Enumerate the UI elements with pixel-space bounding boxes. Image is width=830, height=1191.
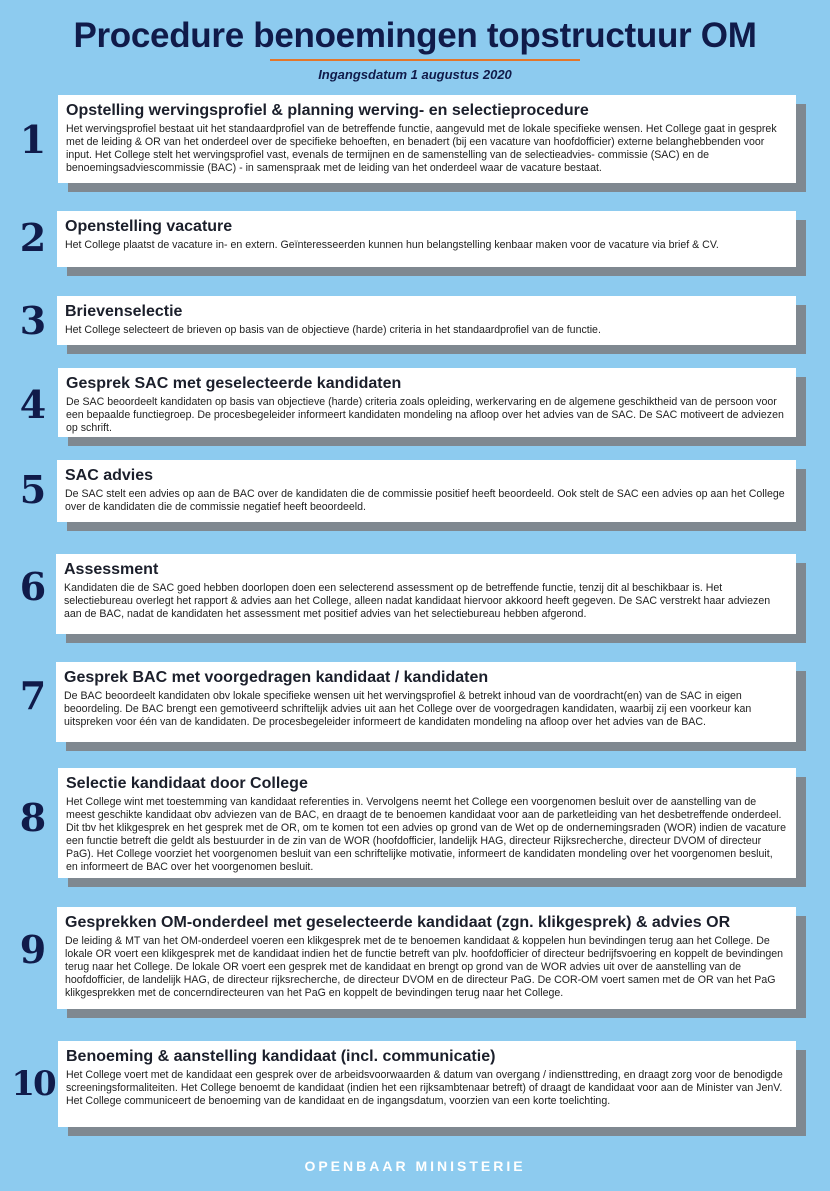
step-card-6 bbox=[56, 554, 796, 634]
step-body-4: De SAC beoordeelt kandidaten op basis van objectieve (harde) criteria zoals opleiding, werkervaring en de algemene geschiktheid van de persoon voor een bepaalde functiegroep. De procesbegeleider informeert kandidaten mondeling na afloop over het advies van de SAC. De SAC motiveert de adviezen op schrift. bbox=[66, 396, 784, 434]
step-number-7: 7 bbox=[19, 673, 47, 718]
step-body-9: De leiding & MT van het OM-onderdeel voeren een klikgesprek met de te benoemen kandidaat & koppelen hun bevindingen terug aan het College. De lokale OR voert een klikgesprek met de kandidaat indien het de functie betreft van plv. hoofdofficier of directeur bedrijfsvoering en koppelt de bevindingen terug naar het College. De lokale OR voert een gesprek met de kandidaat en brengt op grond van de WOR advies uit over de aanstelling van de hoofdofficier, de landelijk HAG, de directeur rijksrecherche, de directeur DVOM en de directeur PaG. De COR-OM voert samen met de OR van het PaG klikgesprekken met de concerndirecteuren van het PaG en koppelt de bevindingen terug naar het College. bbox=[65, 935, 784, 999]
step-body-8: Het College wint met toestemming van kandidaat referenties in. Vervolgens neemt het College een voorgenomen besluit over de aanstelling van de meest geschikte kandidaat obv adviezen van de BAC, en draagt de te benoemen kandidaat voor aan de parketleiding van het desbetreffende onderdeel. Dit tbv het klikgesprek en het gesprek met de OR, om te komen tot een advies op grond van de Wet op de ondernemingsraden (WOR) indien de vacature een functie betreft die geldt als bestuurder in de zin van de WOR (hoofdofficier, landelijk HAG, directeur Rijksrecherche, directeur DVOM of directeur PaG). Het College voorziet het voorgenomen besluit van een schriftelijke motivatie, informeert de kandidaten mondeling over het voorgenomen besluit, en informeert de BAC over het voorgenomen besluit. bbox=[66, 796, 786, 873]
step-body-7: De BAC beoordeelt kandidaten obv lokale specifieke wensen uit het wervingsprofiel & betrekt inhoud van de voordracht(en) van de SAC in eigen beoordeling. De BAC brengt een gemotiveerd schriftelijk advies uit aan het College over de voorgedragen kandidaten, waarbij zij een voorkeur kan uitspreken voor één van de kandidaten. De procesbegeleider informeert de kandidaten mondeling na afloop over het advies van de BAC. bbox=[64, 690, 752, 728]
step-title-10: Benoeming & aanstelling kandidaat (incl. communicatie) bbox=[66, 1048, 496, 1065]
step-title-8: Selectie kandidaat door College bbox=[66, 775, 308, 792]
title-divider bbox=[270, 59, 580, 61]
step-body-10: Het College voert met de kandidaat een gesprek over de arbeidsvoorwaarden & datum van overgang / indiensttreding, en draagt zorg voor de benodigde screeningsformaliteiten. Het College benoemt de kandidaat (indien het een rijksambtenaar betreft) of draagt de kandidaat voor aan de Minister van JenV. Het College communiceert de benoeming van de kandidaat en de ingangsdatum, voorzien van een korte toelichting. bbox=[66, 1069, 783, 1107]
step-card-3 bbox=[57, 296, 796, 345]
step-body-3: Het College selecteert de brieven op basis van de objectieve (harde) criteria in het standaardprofiel van de functie. bbox=[65, 324, 601, 336]
step-number-6: 6 bbox=[19, 564, 47, 609]
step-title-6: Assessment bbox=[64, 561, 159, 578]
step-title-1: Opstelling wervingsprofiel & planning werving- en selectieprocedure bbox=[66, 102, 589, 119]
step-number-3: 3 bbox=[19, 298, 47, 343]
step-body-1: Het wervingsprofiel bestaat uit het standaardprofiel van de betreffende functie, aangevuld met de lokale specifieke wensen. Het College gaat in gesprek met de leiding & OR van het onderdeel over de specifieke behoeften, en benadert (bij een vacature van hoofdofficier) externe belanghebbenden voor input. Het College stelt het wervingsprofiel vast, evenals de termijnen en de samenstelling van de selectieadvies- commissie (SAC) en de benoemingsadviescommissie (BAC) - in samenspraak met de leiding van het onderdeel waar de vacature bestaat. bbox=[66, 123, 777, 174]
step-card-1 bbox=[58, 95, 796, 183]
step-title-7: Gesprek BAC met voorgedragen kandidaat / kandidaten bbox=[64, 669, 489, 686]
page-title: Procedure benoemingen topstructuur OM bbox=[73, 16, 757, 55]
step-number-4: 4 bbox=[19, 382, 47, 427]
step-number-8: 8 bbox=[19, 795, 47, 840]
step-card-5 bbox=[57, 460, 796, 522]
step-title-4: Gesprek SAC met geselecteerde kandidaten bbox=[66, 375, 402, 392]
step-number-9: 9 bbox=[19, 927, 47, 972]
step-card-8 bbox=[58, 768, 796, 878]
step-body-2: Het College plaatst de vacature in- en extern. Geïnteresseerden kunnen hun belangstelling kenbaar maken voor de vacature via brief & CV. bbox=[65, 239, 719, 251]
step-card-4 bbox=[58, 368, 796, 437]
effective-date: Ingangsdatum 1 augustus 2020 bbox=[318, 67, 512, 82]
footer-brand: OPENBAAR MINISTERIE bbox=[304, 1158, 526, 1174]
step-card-9 bbox=[57, 907, 796, 1009]
step-card-2 bbox=[57, 211, 796, 267]
step-number-2: 2 bbox=[19, 215, 47, 260]
step-number-5: 5 bbox=[19, 467, 47, 512]
step-card-10 bbox=[58, 1041, 796, 1127]
step-title-2: Openstelling vacature bbox=[65, 218, 233, 235]
step-card-7 bbox=[56, 662, 796, 742]
step-title-3: Brievenselectie bbox=[65, 303, 183, 320]
step-number-10: 10 bbox=[11, 1064, 55, 1104]
step-title-9: Gesprekken OM-onderdeel met geselecteerde kandidaat (zgn. klikgesprek) & advies OR bbox=[65, 914, 731, 931]
step-number-1: 1 bbox=[19, 117, 47, 162]
step-body-6: Kandidaten die de SAC goed hebben doorlopen doen een selecterend assessment op de betreffende functie, tenzij dit al beschikbaar is. Het selectiebureau overlegt het rapport & advies aan het College, alleen nadat kandidaat hiervoor akkoord heeft gegeven. De SAC verstrekt haar adviezen aan de BAC, nadat de kandidaten het assessment met positief advies van het selectiebureau hebben afgerond. bbox=[64, 582, 771, 620]
step-title-5: SAC advies bbox=[65, 467, 154, 484]
step-body-5: De SAC stelt een advies op aan de BAC over de kandidaten die de commissie positief heeft beoordeeld. Ook stelt de SAC een advies op aan het College over de kandidaten die de commissie negatief heeft beoordeeld. bbox=[65, 488, 785, 513]
